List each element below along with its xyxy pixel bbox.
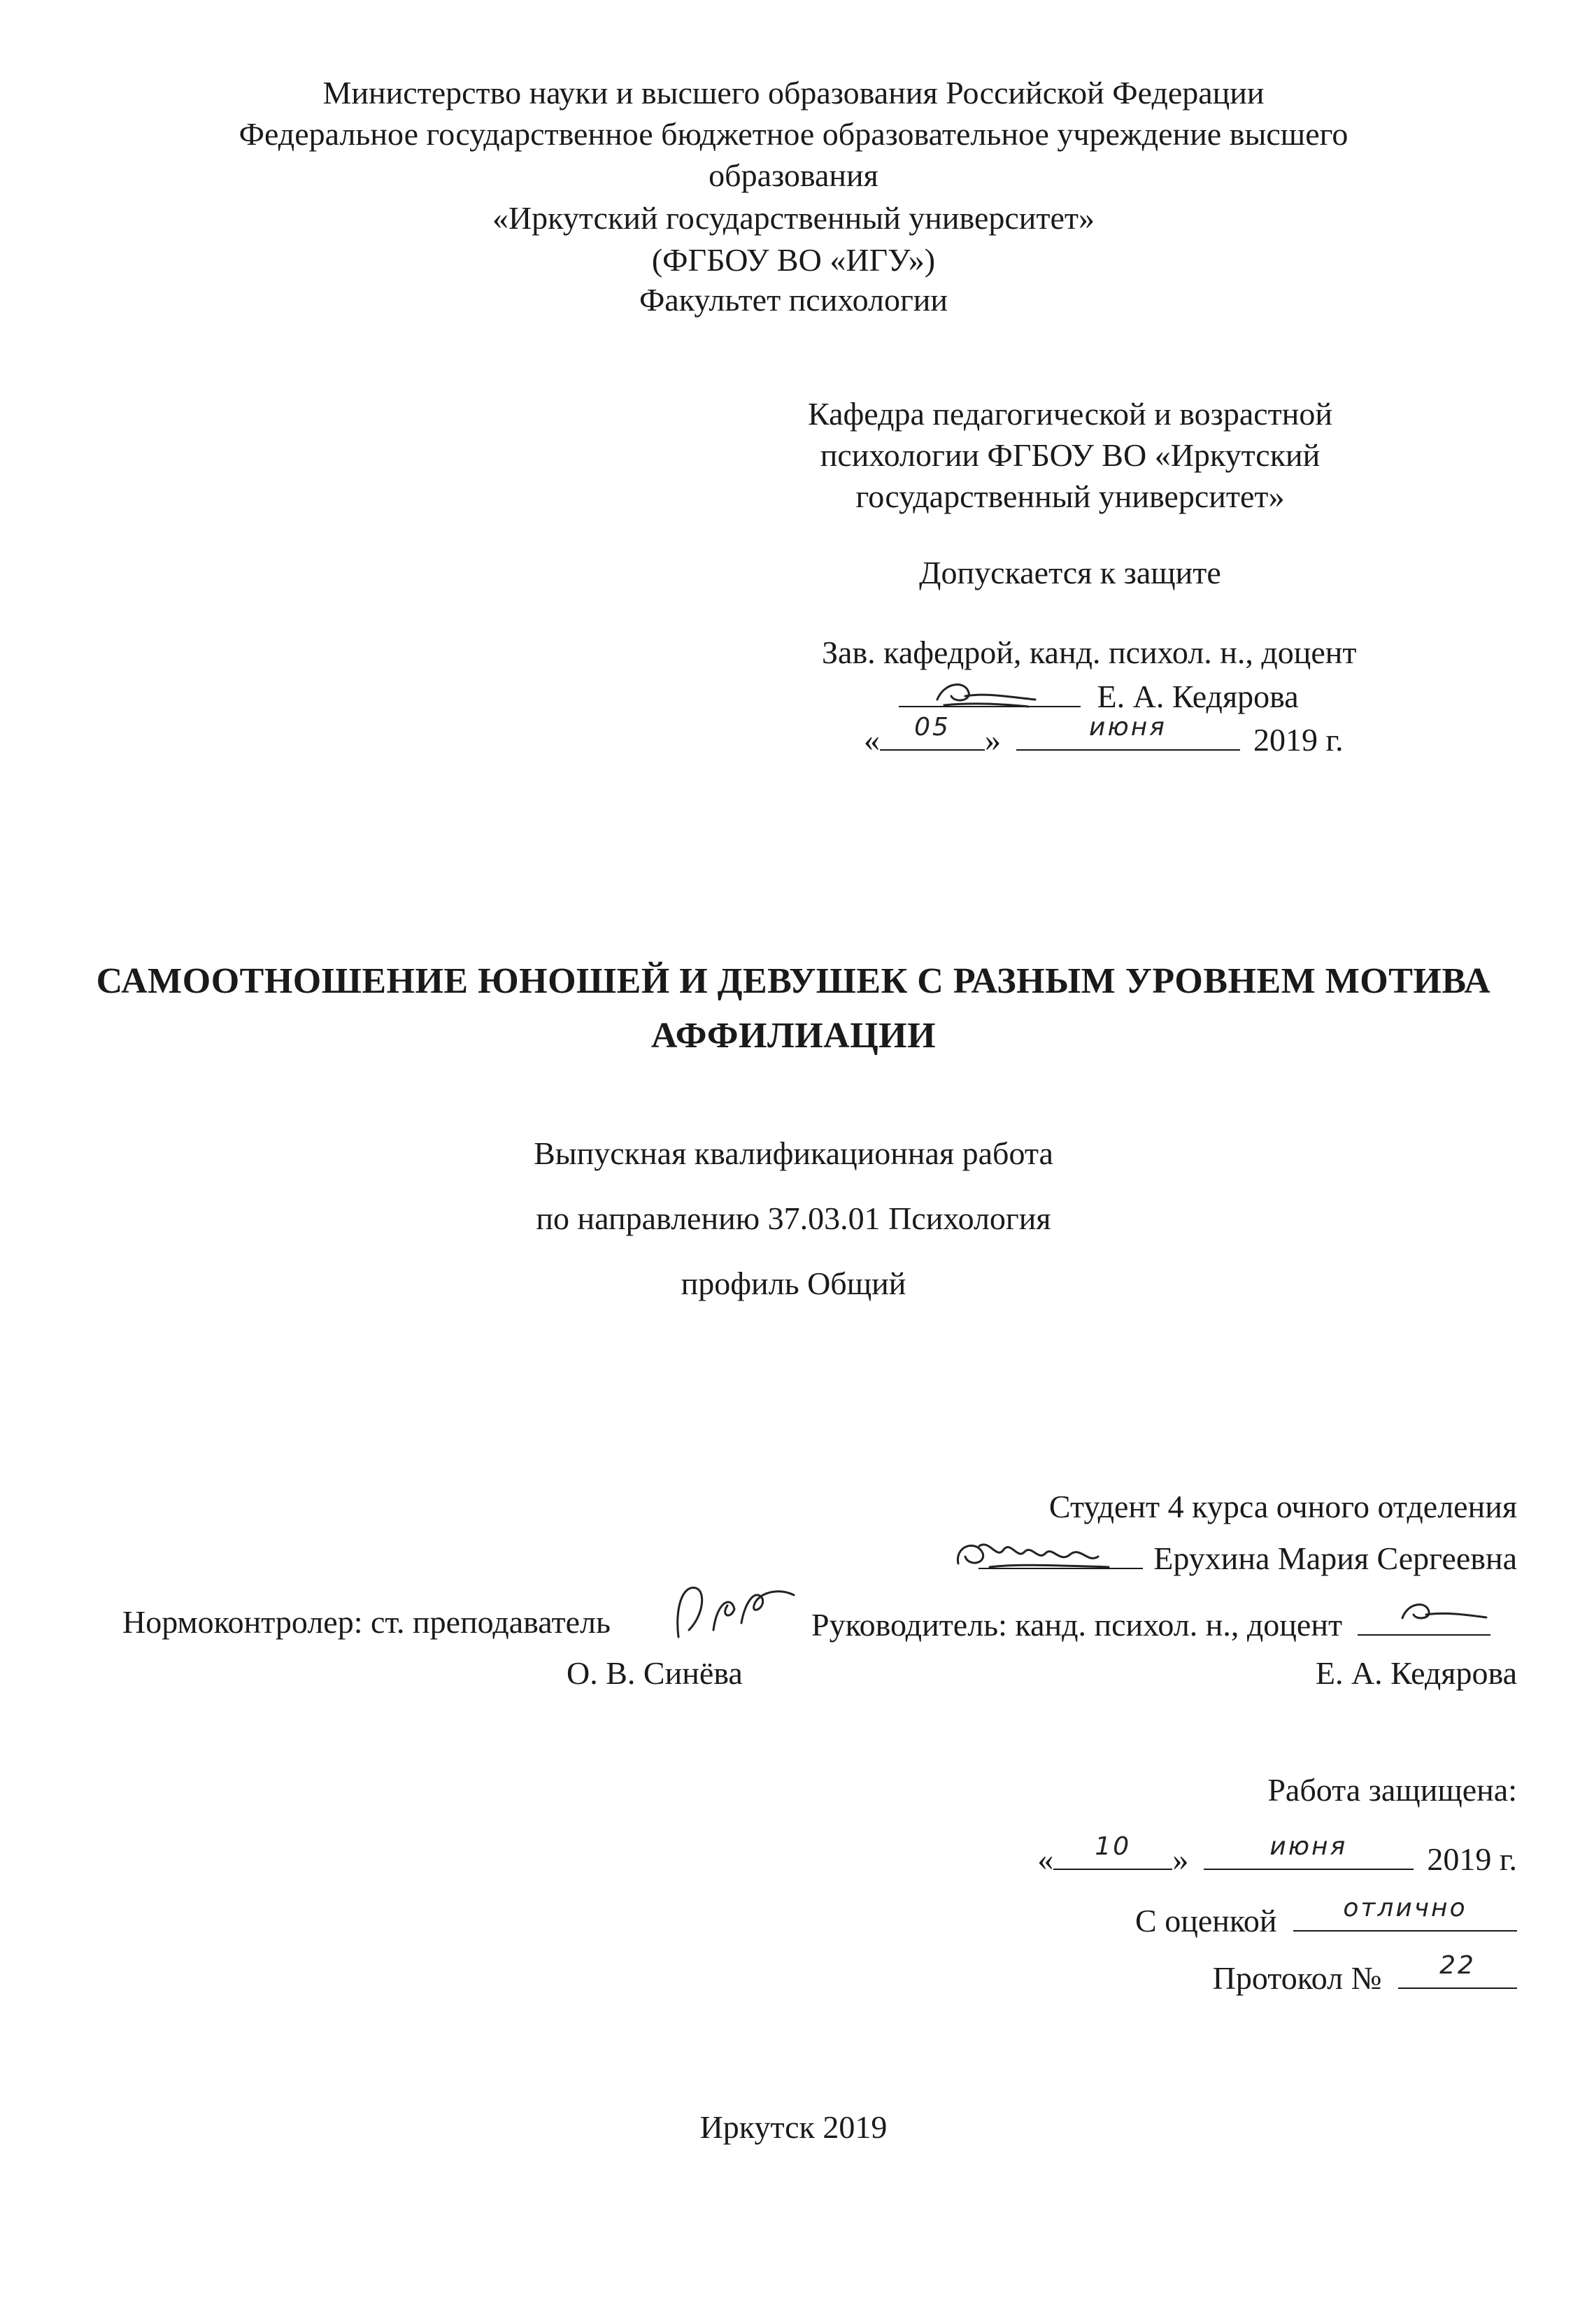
date-close-quote: »	[985, 722, 1001, 758]
student-signature-icon	[948, 1525, 1116, 1581]
student-name: Ерухина Мария Сергеевна	[1153, 1540, 1517, 1576]
supervisor-line	[811, 1602, 1490, 1645]
admitted-to-defense: Допускается к защите	[919, 555, 1221, 590]
defense-close-quote: »	[1172, 1841, 1189, 1877]
student-label: Студент 4 курса очного отделения	[1048, 1489, 1517, 1524]
university-name: «Иркутский государственный университет»	[492, 200, 1095, 236]
institution-line-cont: образования	[709, 157, 878, 193]
defense-month-handwritten: июня	[1269, 1832, 1348, 1861]
supervisor-name: Е. А. Кедярова	[1315, 1655, 1517, 1691]
grade-handwritten: отлично	[1343, 1894, 1467, 1922]
defense-date	[1037, 1832, 1517, 1880]
work-profile: профиль Общий	[681, 1266, 906, 1301]
work-type: Выпускная квалификационная работа	[534, 1135, 1053, 1171]
protocol-handwritten: 22	[1439, 1951, 1476, 1980]
normcontroller-signature-icon	[664, 1574, 804, 1651]
defense-open-quote: «	[1037, 1841, 1054, 1877]
defense-day-blank	[1053, 1832, 1172, 1870]
defense-month-blank	[1204, 1832, 1414, 1870]
defense-label: Работа защищена:	[1267, 1772, 1517, 1808]
institution-line: Федеральное государственное бюджетное образовательное учреждение высшего	[239, 116, 1348, 152]
head-name: Е. А. Кедярова	[1097, 679, 1299, 714]
faculty: Факультет психологии	[639, 282, 948, 318]
approval-date	[864, 713, 1344, 760]
grade-blank	[1293, 1894, 1517, 1932]
defense-year: 2019 г.	[1427, 1841, 1517, 1877]
grade-line	[1135, 1894, 1517, 1941]
date-day-handwritten: 05	[914, 713, 951, 742]
department-line-3: государственный университет»	[855, 479, 1285, 514]
protocol-blank	[1398, 1951, 1517, 1989]
date-month-handwritten: июня	[1089, 713, 1167, 742]
department-line-1: Кафедра педагогической и возрастной	[808, 396, 1332, 432]
department-line-2: психологии ФГБОУ ВО «Иркутский	[820, 437, 1321, 473]
thesis-title-line-1: САМООТНОШЕНИЕ ЮНОШЕЙ И ДЕВУШЕК С РАЗНЫМ УРОВНЕМ МОТИВА	[96, 961, 1491, 1001]
defense-day-handwritten: 10	[1095, 1832, 1132, 1861]
date-year: 2019 г.	[1253, 722, 1344, 758]
head-position: Зав. кафедрой, канд. психол. н., доцент	[822, 635, 1357, 670]
protocol-label: Протокол №	[1212, 1960, 1382, 1996]
normcontroller-label: Нормоконтролер: ст. преподаватель	[122, 1604, 611, 1640]
normcontroller-name: О. В. Синёва	[567, 1655, 743, 1691]
university-abbrev: (ФГБОУ ВО «ИГУ»)	[651, 242, 936, 278]
supervisor-signature-icon	[1395, 1594, 1493, 1629]
protocol-line	[1212, 1951, 1517, 1999]
thesis-title-line-2: АФФИЛИАЦИИ	[650, 1016, 937, 1056]
date-day-blank	[880, 713, 985, 751]
grade-label: С оценкой	[1135, 1903, 1277, 1939]
work-direction: по направлению 37.03.01 Психология	[536, 1200, 1051, 1236]
supervisor-label: Руководитель: канд. психол. н., доцент	[811, 1607, 1343, 1643]
city-year: Иркутск 2019	[699, 2109, 888, 2145]
date-month-blank	[1016, 713, 1240, 751]
date-open-quote: «	[864, 722, 880, 758]
ministry-line: Министерство науки и высшего образования Российской Федерации	[322, 75, 1265, 111]
